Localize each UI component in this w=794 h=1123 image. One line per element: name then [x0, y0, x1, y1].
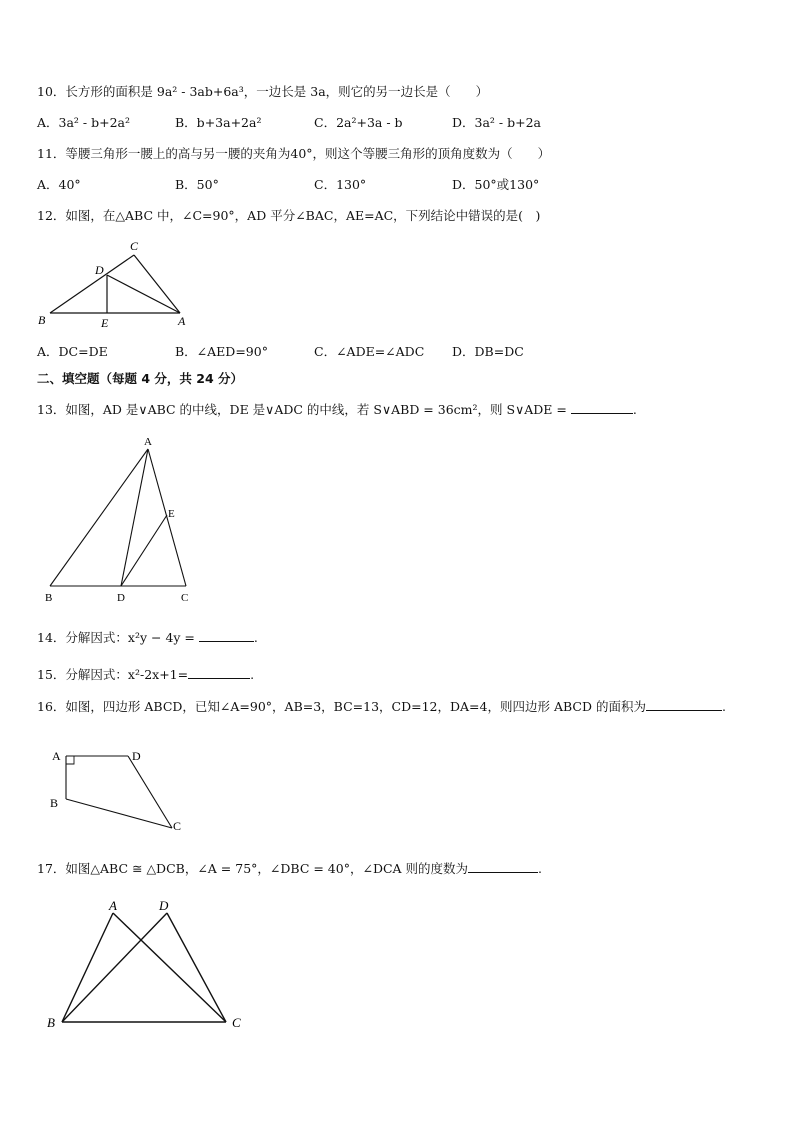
- question-12: [37, 208, 540, 224]
- option-d: D．3a² - b+2a: [452, 115, 541, 130]
- question-16-text: 16．如图，四边形 ABCD，已知∠A=90°，AB=3，BC=13，CD=12，DA=4，则四边形 ABCD 的面积为: [37, 699, 646, 714]
- question-16: [37, 698, 726, 715]
- answer-blank: [571, 401, 633, 414]
- label-b: B: [50, 796, 59, 810]
- figure-q13-triangle: [40, 433, 200, 608]
- figure-q17-congruent-triangles: [40, 896, 255, 1036]
- period: .: [721, 699, 726, 714]
- option-d: D．50°或130°: [452, 177, 540, 192]
- period: .: [632, 402, 637, 417]
- answer-blank: [199, 629, 254, 642]
- option-b: B．b+3a+2a²: [175, 115, 262, 130]
- question-11-text: 11．等腰三角形一腰上的高与另一腰的夹角为40°，则这个等腰三角形的顶角度数为（ ）: [37, 146, 551, 161]
- question-15: [37, 666, 254, 683]
- question-13: [37, 401, 637, 418]
- label-c: C: [181, 592, 189, 604]
- label-c: C: [232, 1015, 241, 1030]
- question-17-text: 17．如图△ABC ≅ △DCB，∠A = 75°，∠DBC = 40°，∠DCA 则的度数为: [37, 861, 469, 876]
- figure-q12-triangle: [30, 236, 200, 332]
- option-c: C．∠ADE=∠ADC: [314, 344, 425, 359]
- label-a: A: [52, 749, 61, 763]
- option-a: A．3a² - b+2a²: [37, 115, 131, 130]
- segment-ac: [148, 449, 186, 586]
- label-c: C: [173, 819, 182, 833]
- option-b: B．∠AED=90°: [175, 344, 268, 359]
- label-c: C: [130, 239, 139, 253]
- label-b: B: [38, 313, 46, 327]
- option-c: C．130°: [314, 177, 367, 192]
- label-b: B: [47, 1015, 55, 1030]
- segment-bc: [66, 799, 172, 828]
- question-14-text: 14．分解因式：x²y − 4y =: [37, 630, 195, 645]
- section-title: 二、填空题（每题 4 分，共 24 分）: [37, 371, 244, 386]
- segment-ac: [113, 913, 226, 1022]
- segment-ca: [134, 255, 180, 313]
- segment-ba: [62, 913, 113, 1022]
- label-a: A: [144, 436, 152, 448]
- question-17: [37, 860, 542, 877]
- label-d: D: [132, 749, 141, 763]
- figure-q16-quadrilateral: [45, 742, 195, 837]
- label-a: A: [109, 898, 117, 913]
- right-angle-mark: [66, 756, 74, 764]
- question-15-text: 15．分解因式：x²-2x+1=: [37, 667, 189, 682]
- option-c: C．2a²+3a - b: [314, 115, 403, 130]
- label-d: D: [95, 263, 104, 277]
- option-a: A．40°: [37, 177, 81, 192]
- segment-dc: [167, 913, 226, 1022]
- question-10-text: 10．长方形的面积是 9a² - 3ab+6a³，一边长是 3a，则它的另一边长是（ ）: [37, 84, 489, 99]
- period: .: [253, 630, 258, 645]
- question-11: [37, 146, 550, 162]
- answer-blank: [646, 698, 722, 711]
- question-10: [37, 84, 488, 100]
- answer-blank: [468, 860, 538, 873]
- label-e: E: [101, 316, 109, 330]
- period: .: [250, 667, 255, 682]
- question-12-text: 12．如图，在△ABC 中，∠C=90°，AD 平分∠BAC，AE=AC，下列结论中错误的是( ): [37, 208, 541, 223]
- label-d: D: [159, 898, 169, 913]
- segment-da: [107, 275, 180, 313]
- option-d: D．DB=DC: [452, 344, 524, 359]
- period: .: [538, 861, 543, 876]
- segment-ab: [50, 449, 148, 586]
- segment-bc: [50, 255, 134, 313]
- label-d: D: [117, 592, 125, 604]
- segment-bd: [62, 913, 167, 1022]
- question-13-text: 13．如图，AD 是∨ABC 的中线，DE 是∨ADC 的中线，若 S∨ABD = 36cm²，则 S∨ADE =: [37, 402, 567, 417]
- option-a: A．DC=DE: [37, 344, 108, 359]
- question-14: [37, 629, 258, 646]
- answer-blank: [188, 666, 250, 679]
- option-b: B．50°: [175, 177, 219, 192]
- label-b: B: [45, 592, 53, 604]
- label-e: E: [168, 508, 175, 520]
- label-a: A: [178, 314, 186, 328]
